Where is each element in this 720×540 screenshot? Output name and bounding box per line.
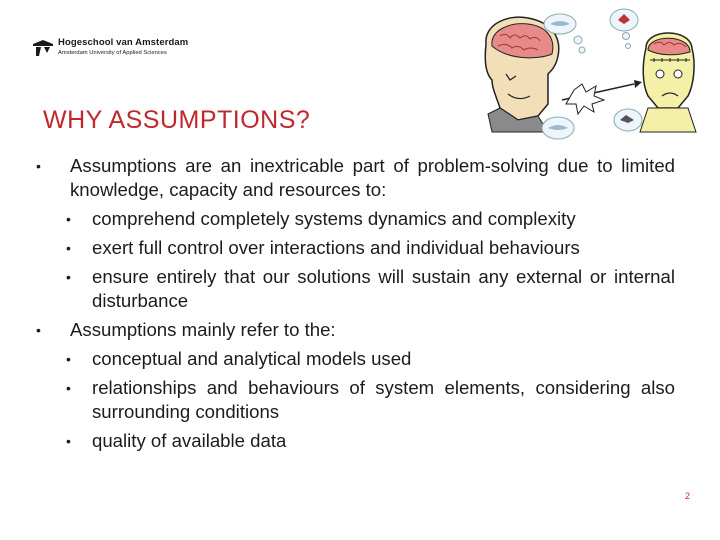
assumptions-cartoon-illustration xyxy=(478,4,700,144)
sub-bullet-text: ensure entirely that our solutions will sustain any external or internal disturbance xyxy=(92,266,675,311)
bullet-list xyxy=(30,154,675,453)
bullet-icon: • xyxy=(66,380,71,396)
sub-bullet-text: quality of available data xyxy=(92,430,287,451)
list-item xyxy=(30,318,675,342)
list-item xyxy=(30,236,675,260)
slide-title: WHY ASSUMPTIONS? xyxy=(43,106,311,134)
bullet-text: Assumptions are an inextricable part of problem-solving due to limited knowledge, capacity and resources to: xyxy=(70,155,675,200)
list-item xyxy=(30,429,675,453)
list-item xyxy=(30,207,675,231)
right-head-icon xyxy=(640,33,696,132)
hva-logo-icon xyxy=(32,38,54,58)
sub-bullet-text: relationships and behaviours of system elements, considering also surrounding conditions xyxy=(92,377,675,422)
list-item xyxy=(30,347,675,371)
hva-logo xyxy=(32,38,188,64)
bullet-text: Assumptions mainly refer to the: xyxy=(70,319,336,340)
logo-name: Hogeschool van Amsterdam xyxy=(58,37,189,48)
thought-bubble-icon xyxy=(542,9,642,139)
bullet-icon: • xyxy=(36,158,41,174)
bullet-icon: • xyxy=(66,351,71,367)
list-item xyxy=(30,265,675,313)
sub-bullet-text: exert full control over interactions and individual behaviours xyxy=(92,237,580,258)
logo-subtitle: Amsterdam University of Applied Sciences xyxy=(58,49,167,56)
bullet-icon: • xyxy=(36,322,41,338)
bullet-icon: • xyxy=(66,240,71,256)
sub-bullet-text: comprehend completely systems dynamics and complexity xyxy=(92,208,576,229)
page-number: 2 xyxy=(684,491,690,501)
bullet-icon: • xyxy=(66,433,71,449)
sub-bullet-text: conceptual and analytical models used xyxy=(92,348,412,369)
bullet-icon: • xyxy=(66,211,71,227)
list-item xyxy=(30,376,675,424)
left-head-icon xyxy=(485,17,559,132)
bullet-icon: • xyxy=(66,269,71,285)
list-item xyxy=(30,154,675,202)
